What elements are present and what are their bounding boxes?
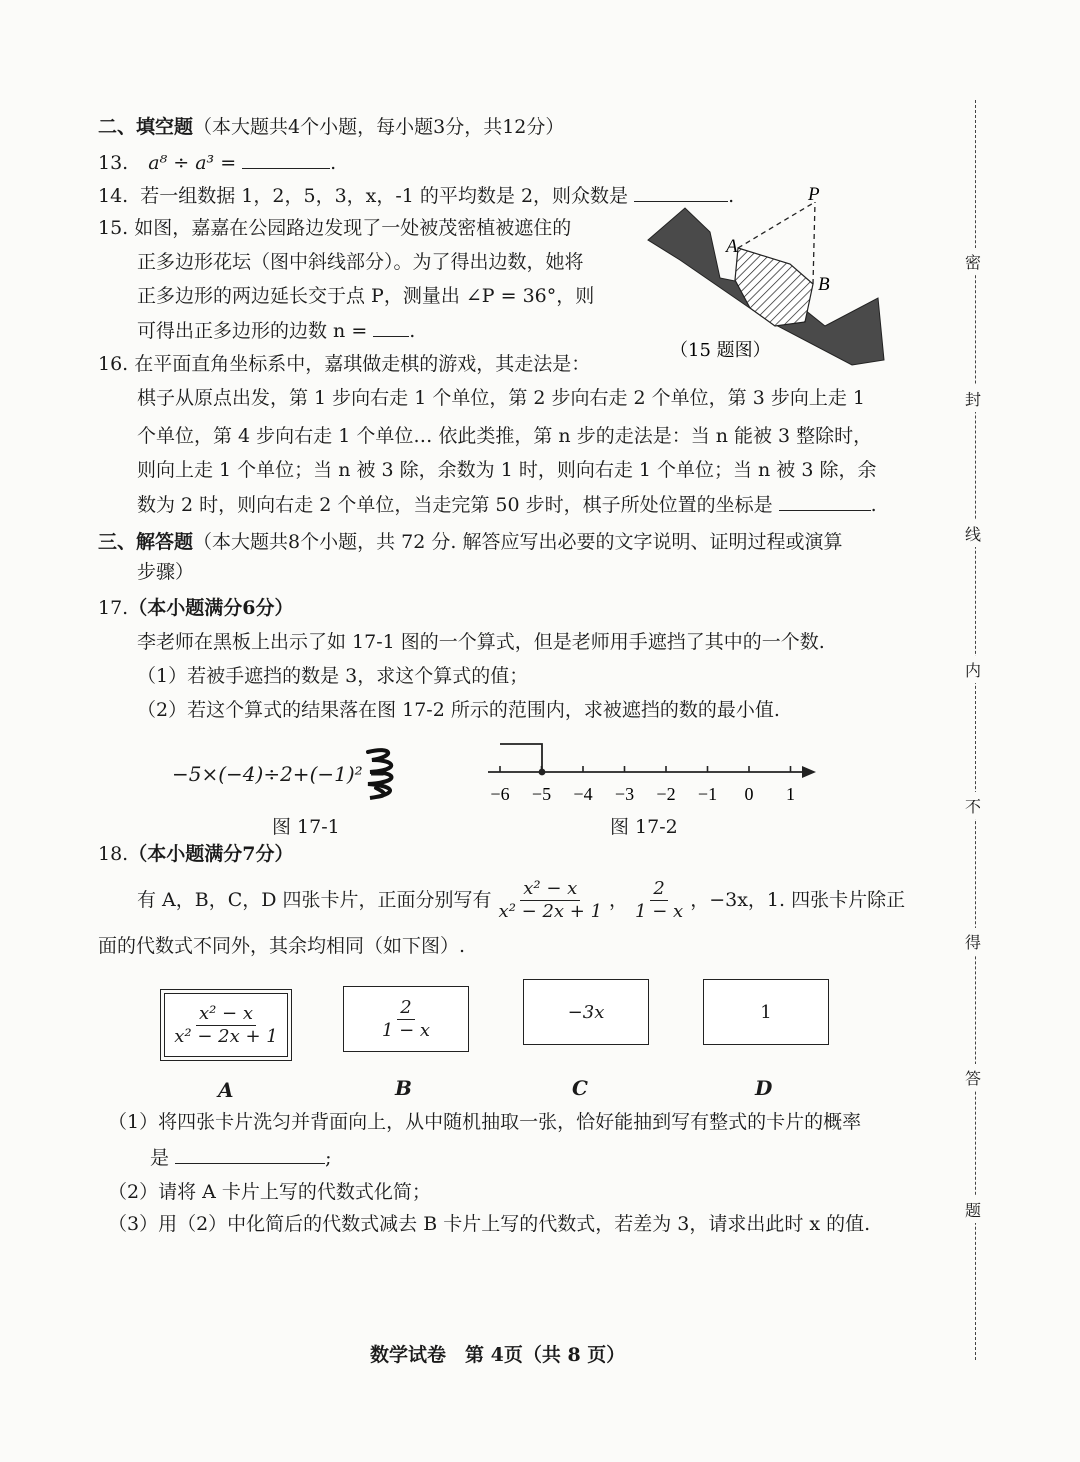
question-18-header: 18.（本小题满分7分） — [98, 843, 294, 865]
figure-15 — [640, 180, 900, 380]
card-c-label: C — [572, 1076, 588, 1100]
margin-char: 线 — [965, 520, 981, 547]
number-line-17-2 — [484, 740, 824, 810]
question-16-line-3: 个单位，第 4 步向右走 1 个单位… 依此类推，第 n 步的走法是：当 n 能被 3 整除时， — [137, 425, 873, 447]
number-line-tick-label: 1 — [786, 784, 795, 804]
answer-blank-15[interactable] — [373, 318, 409, 337]
fraction-a-inline: $\frac{\text{x² − x}}{\text{x² − 2x + 1}}$ — [498, 877, 603, 922]
card-d-label: D — [755, 1076, 773, 1100]
question-15-line-1: 15. 如图，嘉嘉在公园路边发现了一处被茂密植被遮住的 — [98, 217, 572, 239]
question-18-part-3: （3）用（2）中化简后的代数式减去 B 卡片上写的代数式，若差为 3，请求出此时 x 的值. — [108, 1213, 871, 1235]
answer-blank-18-1[interactable] — [175, 1145, 325, 1164]
question-17-part-2: （2）若这个算式的结果落在图 17-2 所示的范围内，求被遮挡的数的最小值. — [137, 699, 780, 721]
number-line-tick-label: −3 — [614, 784, 635, 804]
question-16-line-4: 则向上走 1 个单位；当 n 被 3 除，余数为 1 时，则向右走 1 个单位；当 n 被 3 除，余 — [137, 459, 877, 481]
card-a: $\frac{\text{x² − x}}{\text{x² − 2x + 1}}$ — [164, 993, 288, 1057]
margin-char: 得 — [965, 928, 981, 955]
number-line-arrow — [802, 766, 816, 778]
section-3-title: 三、解答题（本大题共8个小题，共 72 分. 解答应写出必要的文字说明、证明过程或演算 — [98, 531, 843, 553]
question-17-intro: 李老师在黑板上出示了如 17-1 图的一个算式，但是老师用手遮挡了其中的一个数. — [137, 631, 825, 653]
extension-line-pa — [738, 202, 815, 248]
figure-15-caption: （15 题图） — [670, 340, 771, 361]
point-p-label: P — [808, 184, 820, 205]
binding-margin-line — [975, 100, 976, 1360]
number-line-tick-label: −6 — [490, 784, 510, 804]
number-line-tick-label: −1 — [697, 784, 718, 804]
question-16-line-5: 数为 2 时，则向右走 2 个单位，当走完第 50 步时，棋子所处位置的坐标是 . — [137, 494, 877, 516]
section-3-title-cont: 步骤） — [137, 561, 195, 583]
section-2-title: 二、填空题（本大题共4个小题，每小题3分，共12分） — [98, 116, 565, 138]
card-a-label: A — [218, 1078, 234, 1102]
question-18-intro-cont: 面的代数式不同外，其余均相同（如下图）. — [98, 935, 466, 957]
card-b: $\frac{2}{1 - x}$ — [343, 986, 469, 1052]
question-16-line-2: 棋子从原点出发，第 1 步向右走 1 个单位，第 2 步向右走 2 个单位，第 3 步向上走 1 — [137, 387, 865, 409]
question-18-part-2: （2）请将 A 卡片上写的代数式化简； — [108, 1181, 431, 1203]
question-15-line-2: 正多边形花坛（图中斜线部分）。为了得出边数，她将 — [137, 251, 584, 273]
question-18-part-1-blank-line: 是 ; — [150, 1147, 332, 1169]
question-18-intro: 有 A，B，C，D 四张卡片，正面分别写有 $\frac{\text{x² − x}}{\text{x² − 2x + 1}}$ ， $\frac{2}{1 - x}$ ，−3x，1. 四张卡片除正 — [137, 877, 906, 922]
number-line-tick-label: −2 — [656, 784, 676, 804]
question-17-part-1: （1）若被手遮挡的数是 3，求这个算式的值； — [137, 665, 529, 687]
margin-char: 不 — [965, 792, 981, 819]
number-line-tick-label: −4 — [573, 784, 593, 804]
point-b-label: B — [818, 274, 830, 295]
question-14: 14. 若一组数据 1，2，5，3，x，-1 的平均数是 2，则众数是 . — [98, 185, 735, 207]
number-line-tick-label: 0 — [744, 784, 754, 804]
regular-polygon-hatched — [735, 248, 813, 326]
fraction-b-inline: $\frac{2}{1 - x}$ — [635, 877, 684, 922]
number-line-tick-label: −5 — [531, 784, 552, 804]
question-17-header: 17.（本小题满分6分） — [98, 597, 294, 619]
card-d: 1 — [703, 979, 829, 1045]
extension-line-pb — [813, 202, 815, 284]
margin-char: 答 — [965, 1064, 981, 1091]
question-15-line-4: 可得出正多边形的边数 n = . — [137, 320, 416, 342]
card-c: −3x — [523, 979, 649, 1045]
page-footer: 数学试卷 第 4页（共 8 页） — [370, 1344, 626, 1366]
question-18-part-1: （1）将四张卡片洗匀并背面向上，从中随机抽取一张，恰好能抽到写有整式的卡片的概率 — [108, 1111, 862, 1133]
margin-char: 内 — [965, 656, 981, 683]
hand-cover-scribble — [362, 746, 408, 802]
equation-17-1: −5×(−4)÷2+(−1)² − — [172, 762, 386, 786]
point-a-label: A — [726, 236, 738, 257]
question-15-line-3: 正多边形的两边延长交于点 P，测量出 ∠P = 36°，则 — [137, 285, 595, 307]
figure-17-1-caption: 图 17-1 — [272, 816, 340, 838]
question-13: 13. a⁸ ÷ a³ = . — [98, 152, 337, 174]
figure-17-2-caption: 图 17-2 — [610, 816, 678, 838]
question-16-line-1: 16. 在平面直角坐标系中，嘉琪做走棋的游戏，其走法是： — [98, 353, 591, 375]
margin-char: 封 — [965, 385, 981, 412]
answer-blank-13[interactable] — [242, 150, 330, 169]
margin-char: 密 — [965, 248, 981, 275]
range-bracket — [500, 744, 542, 772]
answer-blank-16[interactable] — [779, 492, 871, 511]
card-b-label: B — [395, 1076, 412, 1100]
margin-char: 题 — [965, 1196, 981, 1223]
